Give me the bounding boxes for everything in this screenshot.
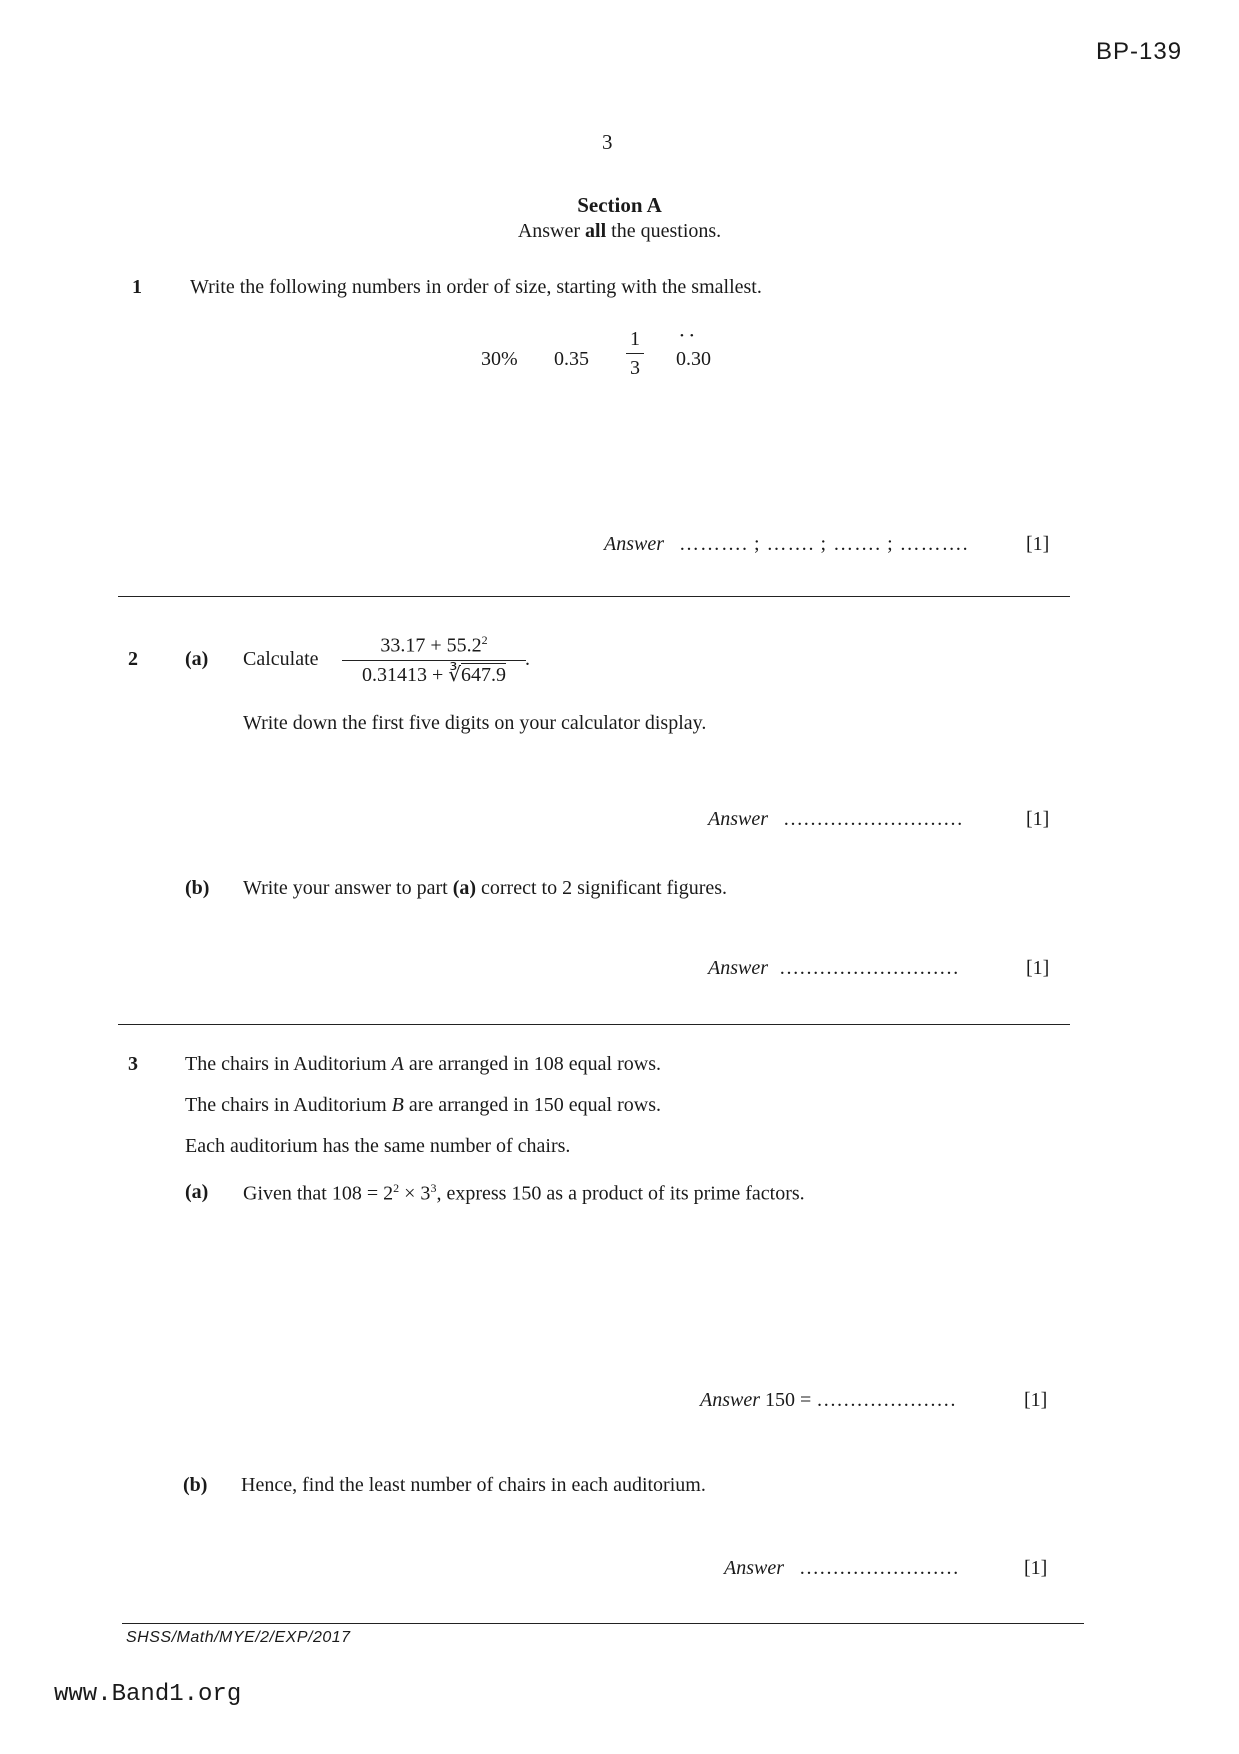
q1-answer-line: [604, 533, 969, 556]
q2b-text: Write your answer to part (a) correct to 2 significant figures.: [243, 877, 728, 899]
q1-fraction: [624, 328, 646, 379]
q2b-label: (b): [185, 877, 210, 899]
q2a-denominator: 0.31413 + ∛647.9: [361, 663, 507, 686]
q3-line-2: The chairs in Auditorium B are arranged in 150 equal rows.: [185, 1094, 661, 1116]
q2a-label: (a): [185, 648, 209, 670]
q2a-instruction: Write down the first five digits on your calculator display.: [243, 712, 707, 734]
section-title: Section A: [577, 193, 662, 217]
footer-code: SHSS/Math/MYE/2/EXP/2017: [126, 1629, 351, 1646]
q3-line-1: The chairs in Auditorium A are arranged in 108 equal rows.: [185, 1053, 661, 1075]
q2a-marks: [1]: [1026, 808, 1050, 830]
q3b-text: Hence, find the least number of chairs in each auditorium.: [241, 1474, 706, 1496]
q2a-fraction: [342, 628, 526, 687]
q3b-answer-line: [724, 1557, 959, 1580]
q2b-answer-label: Answer: [708, 957, 768, 979]
divider-1: [118, 596, 1070, 597]
q3a-answer-line: [700, 1389, 956, 1412]
q1-recurring-dots: ••: [680, 330, 700, 342]
question-3-number: 3: [128, 1053, 138, 1075]
question-2-number: 2: [128, 648, 138, 670]
q3b-marks: [1]: [1024, 1557, 1048, 1579]
divider-2: [118, 1024, 1070, 1025]
q1-value-recurring: 0.30: [676, 348, 711, 370]
section-instruction: Answer all the questions.: [517, 220, 722, 242]
q2b-answer-blank[interactable]: ………………………: [779, 957, 959, 979]
document-code: BP-139: [1096, 38, 1183, 65]
q3b-answer-label: Answer: [724, 1557, 784, 1579]
q3b-label: (b): [183, 1474, 208, 1496]
q2a-fraction-bar: [342, 660, 526, 661]
q1-answer-blank[interactable]: ………. ; ……. ; ……. ; ……….: [679, 533, 969, 555]
footer-rule: [122, 1623, 1084, 1624]
q1-value-percent: 30%: [481, 348, 518, 370]
q1-answer-label: Answer: [604, 533, 664, 555]
q3a-marks: [1]: [1024, 1389, 1048, 1411]
q2a-numerator: $33.17 + 55.2^2$: [380, 633, 488, 657]
q3a-answer-prefix: 150 =: [765, 1389, 812, 1411]
q2a-end-period: .: [525, 648, 530, 670]
q3b-answer-blank[interactable]: ……………………: [799, 1557, 959, 1579]
q1-fraction-bar: [626, 353, 644, 354]
q1-value-decimal: 0.35: [554, 348, 589, 370]
q2a-answer-blank[interactable]: ………………………: [783, 808, 963, 830]
q2a-answer-line: [708, 808, 963, 831]
q2a-text: Calculate: [243, 648, 319, 670]
q3a-answer-label: Answer: [700, 1389, 760, 1411]
q3a-answer-blank[interactable]: …………………: [816, 1389, 957, 1411]
question-1-text: Write the following numbers in order of size, starting with the smallest.: [190, 276, 762, 298]
q1-fraction-denominator: 3: [630, 357, 640, 379]
footer-website: www.Band1.org: [54, 1681, 242, 1708]
question-1-number: 1: [132, 276, 142, 298]
q2b-answer-line: [708, 957, 959, 980]
q3a-text: Given that $108 = 2^2 \times 3^3$, express 150 as a product of its prime factors.: [243, 1181, 805, 1205]
q2b-marks: [1]: [1026, 957, 1050, 979]
q3a-label: (a): [185, 1181, 209, 1203]
q3-line-3: Each auditorium has the same number of chairs.: [185, 1135, 571, 1157]
page-number: 3: [602, 130, 613, 154]
q1-marks: [1]: [1026, 533, 1050, 555]
q2a-answer-label: Answer: [708, 808, 768, 830]
q1-fraction-numerator: 1: [630, 328, 640, 350]
